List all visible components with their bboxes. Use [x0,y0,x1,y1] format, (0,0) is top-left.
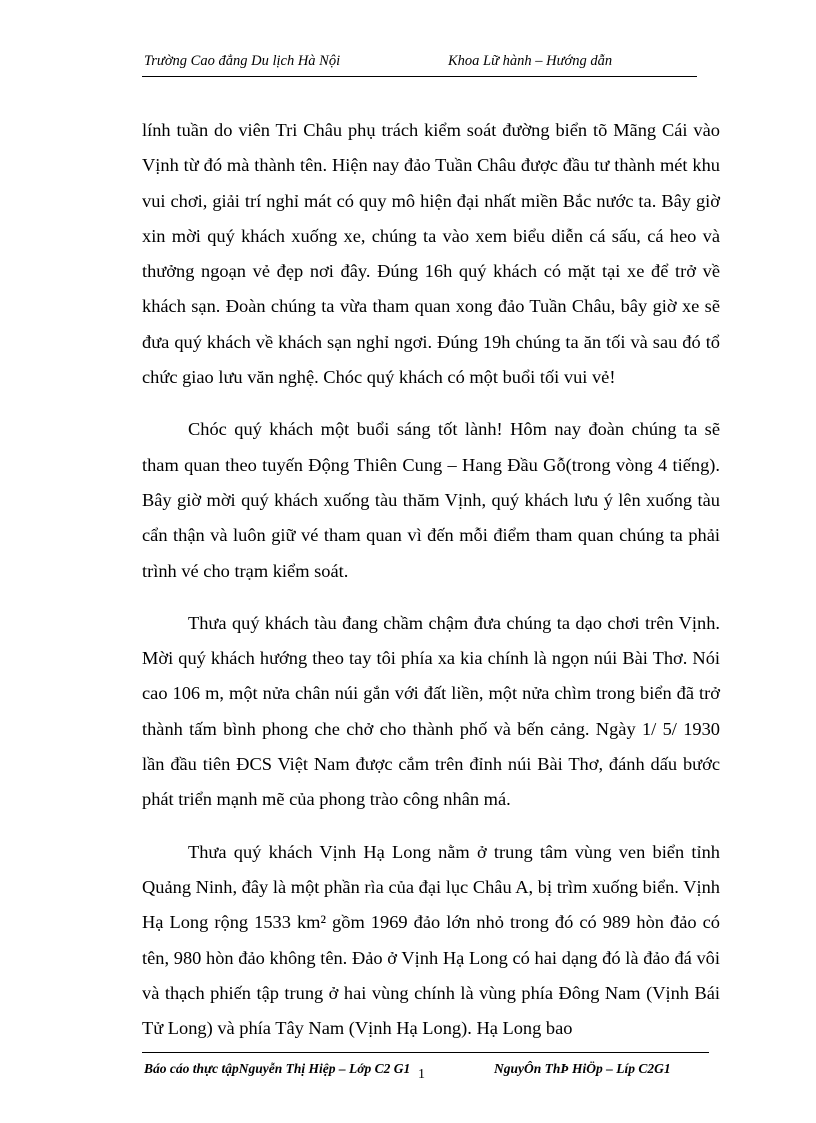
paragraph: Thưa quý khách Vịnh Hạ Long nằm ở trung tâm vùng ven biển tỉnh Quảng Ninh, đây là một phần rìa của đại lục Châu A, bị trìm xuống biển. Vịnh Hạ Long rộng 1533 km² gồm 1969 đảo lớn nhỏ trong đó có 989 hòn đảo có tên, 980 hòn đảo không tên. Đảo ở Vịnh Hạ Long có hai dạng đó là đảo đá vôi và thạch phiến tập trung ở hai vùng chính là vùng phía Đông Nam (Vịnh Bái Tử Long) và phía Tây Nam (Vịnh Hạ Long). Hạ Long bao [142,841,720,1039]
paragraph: lính tuần do viên Tri Châu phụ trách kiểm soát đường biển tõ Mãng Cái vào Vịnh từ đó mà thành tên. Hiện nay đảo Tuần Châu được đầu tư thành mét khu vui chơi, giải trí nghỉ mát có quy mô hiện đại nhất miền Bắc nước ta. Bây giờ xin mời quý khách xuống xe, chúng ta vào xem biểu diễn cá sấu, cá heo và thưởng ngoạn vẻ đẹp nơi đây. Đúng 16h quý khách có mặt tại xe để trở về khách sạn. Đoàn chúng ta vừa tham quan xong đảo Tuần Châu, bây giờ xe sẽ đưa quý khách về khách sạn nghỉ ngơi. Đúng 19h chúng ta ăn tối và sau đó tổ chức giao lưu văn nghệ. Chóc quý khách có một buổi tối vui vẻ! [142,120,720,388]
page-footer [142,1052,709,1082]
page-number: 1 [418,1067,425,1082]
paragraph: Chóc quý khách một buổi sáng tốt lành! Hôm nay đoàn chúng ta sẽ tham quan theo tuyến Động Thiên Cung – Hang Đầu Gỗ(trong vòng 4 tiếng). Bây giờ mời quý khách xuống tàu thăm Vịnh, quý khách lưu ý lên xuống tàu cẩn thận và luôn giữ vé tham quan vì đến mỗi điểm tham quan chúng ta phải trình vé cho trạm kiểm soát. [142,419,720,581]
page-header [142,52,697,77]
footer-author-class: NguyÔn ThÞ HiÖp – Líp C2G1 [494,1061,671,1076]
header-department: Khoa Lữ hành – Hướng dẫn [448,53,613,69]
paragraph: Thưa quý khách tàu đang chầm chậm đưa chúng ta dạo chơi trên Vịnh. Mời quý khách hướng theo tay tôi phía xa kia chính là ngọn núi Bài Thơ. Nói cao 106 m, một nửa chân núi gắn với đất liền, một nửa chìm trong biển đã trở thành tấm bình phong che chở cho thành phố và bến cảng. Ngày 1/ 5/ 1930 lần đầu tiên ĐCS Việt Nam được cắm trên đỉnh núi Bài Thơ, đánh dấu bước phát triển mạnh mẽ của phong trào công nhân má. [142,612,720,810]
document-body [142,113,720,1046]
footer-report-author: Báo cáo thực tậpNguyễn Thị Hiệp – Lớp C2 G1 [144,1061,411,1076]
header-school-name: Trường Cao đẳng Du lịch Hà Nội [144,53,341,69]
